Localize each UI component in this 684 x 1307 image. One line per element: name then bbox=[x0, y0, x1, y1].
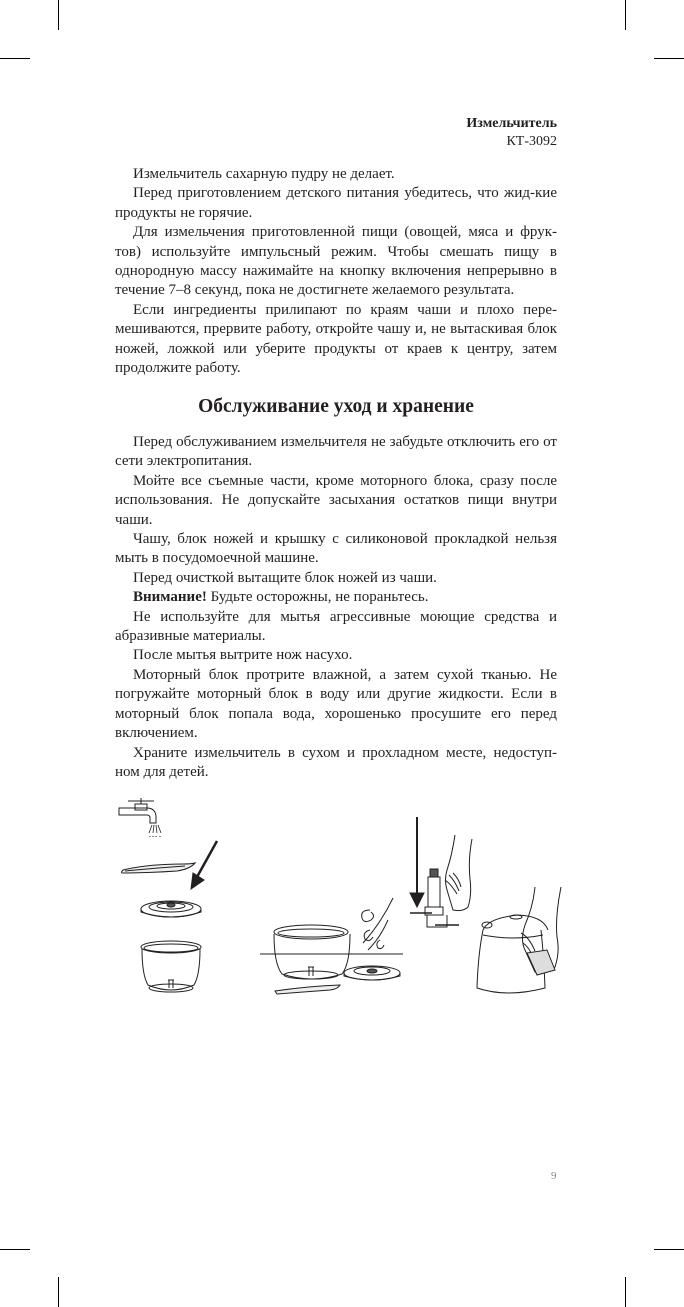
paragraph: Перед приготовлением детского питания убедитесь, что жид-кие продукты не горячие. bbox=[115, 185, 557, 221]
knife-blade-icon bbox=[122, 863, 196, 873]
section-text bbox=[115, 433, 557, 782]
air-flow-icon bbox=[362, 898, 393, 950]
paragraph: Для измельчения приготовленной пищи (овощей, мяса и фрук-тов) используйте импульсный режим. Чтобы смешать пищу в однородную массу нажимайте на кнопку включения непрерывно в течение 7–8 секунд, пока не достигнете желаемого результата. bbox=[115, 224, 557, 299]
paragraph: Моторный блок протрите влажной, а затем сухой тканью. Не погружайте моторный блок в воду или другие жидкости. Если в моторный блок попала вода, хорошенько просушите его перед включением. bbox=[115, 666, 557, 742]
crop-mark bbox=[0, 58, 30, 59]
arrow-down-icon bbox=[410, 817, 424, 907]
lid-icon bbox=[141, 901, 201, 917]
paragraph: Чашу, блок ножей и крышку с силиконовой прокладкой нельзя мыть в посудомоечной машине. bbox=[115, 531, 557, 567]
parts-drying-illustration bbox=[258, 885, 408, 1000]
paragraph: Не используйте для мытья агрессивные моющие средства и абразивные материалы. bbox=[115, 608, 557, 645]
crop-mark bbox=[625, 1277, 626, 1307]
paragraph: Храните измельчитель в сухом и прохладном месте, недоступ-ном для детей. bbox=[115, 744, 557, 780]
faucet-washing-illustration bbox=[115, 785, 235, 1005]
faucet-icon bbox=[119, 798, 161, 837]
header-model: КТ-3092 bbox=[506, 134, 557, 149]
paragraph: Если ингредиенты прилипают по краям чаши и плохо пере-мешиваются, прервите работу, откройте чашу и, не вытаскивая блок ножей, ложкой или уберите продукты от краев к центру, затем продолжите работу. bbox=[115, 301, 557, 377]
paragraph: Измельчитель сахарную пудру не делает. bbox=[133, 166, 395, 182]
crop-mark bbox=[654, 1249, 684, 1250]
running-header bbox=[466, 115, 557, 151]
paragraph: Перед очисткой вытащите блок ножей из чаши. bbox=[133, 569, 437, 586]
paragraph: Перед обслуживанием измельчителя не забудьте отключить его от сети электропитания. bbox=[115, 434, 557, 470]
bowl-icon bbox=[274, 925, 350, 979]
crop-mark bbox=[0, 1249, 30, 1250]
section-heading: Обслуживание уход и хранение bbox=[198, 396, 474, 417]
warning-label: Внимание! bbox=[133, 589, 207, 606]
paragraph: После мытья вытрите нож насухо. bbox=[133, 647, 353, 664]
crop-mark bbox=[58, 0, 59, 30]
warning-paragraph bbox=[115, 588, 557, 607]
hand-icon bbox=[445, 835, 472, 911]
knife-removal-illustration bbox=[405, 815, 475, 935]
bowl-icon bbox=[141, 941, 201, 992]
intro-text bbox=[115, 165, 557, 378]
crop-mark bbox=[625, 0, 626, 30]
paragraph: Мойте все съемные части, кроме моторного блока, сразу после использования. Не допускайте засыхания остатков пищи внутри чаши. bbox=[115, 472, 557, 528]
page-number: 9 bbox=[551, 1170, 557, 1182]
warning-text: Будьте осторожны, не пораньтесь. bbox=[206, 589, 429, 606]
lid-icon bbox=[344, 966, 400, 980]
arrow-icon bbox=[191, 841, 217, 889]
crop-mark bbox=[58, 1277, 59, 1307]
motor-wiping-illustration bbox=[475, 885, 565, 1005]
header-title: Измельчитель bbox=[466, 116, 557, 131]
crop-mark bbox=[654, 58, 684, 59]
knife-blade-icon bbox=[275, 985, 340, 994]
